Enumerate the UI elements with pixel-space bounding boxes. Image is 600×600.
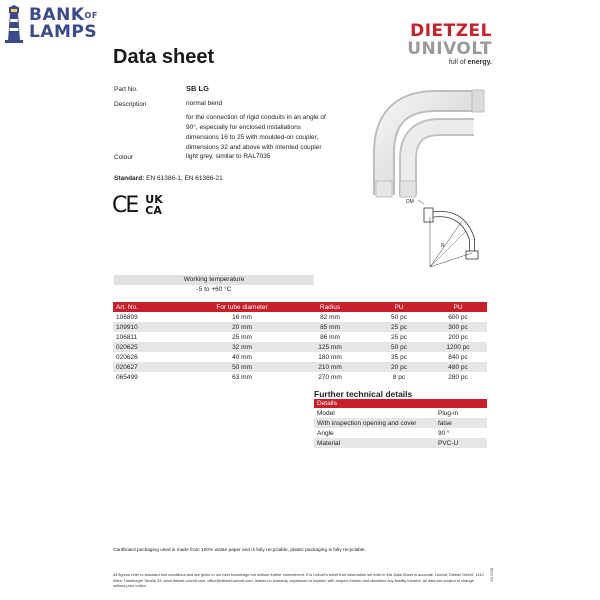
- column-header: PU: [369, 302, 429, 312]
- table-row: [113, 362, 487, 372]
- further-details-table: [314, 399, 487, 448]
- brand-word-dietzel: DIETZEL: [410, 21, 492, 41]
- ce-mark: CE: [112, 192, 138, 218]
- column-header: PU: [429, 302, 487, 312]
- table-row: [113, 372, 487, 382]
- table-row: [314, 408, 487, 418]
- table-cell: 020625: [113, 342, 193, 352]
- brand-word-univolt: UNIVOLT: [407, 39, 492, 59]
- table-cell: 35 pc: [391, 353, 407, 361]
- description-line: dimensions 16 to 25 with moulded-on coupler,: [186, 134, 319, 141]
- table-cell: 86 mm: [320, 333, 340, 341]
- working-temperature: [114, 275, 314, 295]
- colour-value: light grey, similar to RAL7035: [186, 153, 271, 160]
- table-cell: 480 pc: [429, 362, 487, 372]
- table-cell: 125 mm: [291, 342, 369, 352]
- description-value: normal bend: [186, 100, 223, 107]
- description-long: [186, 113, 326, 153]
- further-details-title: Further technical details: [314, 389, 413, 399]
- table-row: [113, 342, 487, 352]
- description-line: dimensions 32 and above with intented coupler: [186, 144, 322, 151]
- drawing-label-r: R: [441, 243, 445, 249]
- ukca-mark-top: UK: [145, 193, 163, 206]
- table-cell: 270 mm: [318, 373, 342, 381]
- part-number-label: Part No.: [114, 86, 138, 93]
- table-row: [314, 428, 487, 438]
- column-header: Radius: [291, 302, 369, 312]
- table-cell: 106809: [116, 313, 138, 321]
- bend-product-photo: [370, 85, 490, 200]
- table-row: [113, 322, 487, 332]
- table-row: [113, 332, 487, 342]
- table-cell: 25 mm: [232, 333, 252, 341]
- detail-key: Model: [317, 409, 335, 417]
- article-table: [113, 302, 487, 382]
- table-cell: 25 pc: [369, 322, 429, 332]
- version-code: V1.0.00: [489, 568, 494, 582]
- table-cell: 840 pc: [448, 353, 468, 361]
- table-cell: 32 mm: [193, 342, 291, 352]
- standard-label: Standard:: [114, 175, 145, 182]
- bank-of-lamps-logo: [3, 4, 103, 44]
- description-line: 90°, especially for enclosed installations: [186, 124, 301, 131]
- drawing-label-dm: DM: [406, 199, 414, 205]
- table-cell: 16 mm: [232, 313, 252, 321]
- detail-key: Material: [314, 438, 435, 448]
- part-number-value: SB LG: [186, 84, 209, 93]
- table-cell: 1200 pc: [429, 342, 487, 352]
- table-cell: 020626: [116, 353, 138, 361]
- page-title: Data sheet: [113, 46, 215, 68]
- table-cell: 280 pc: [448, 373, 468, 381]
- detail-value: PVC-U: [435, 438, 487, 448]
- packaging-note: Cardboard packaging used is made from 100% waste paper and is fully recyclable, plastic packaging is fully recyclable.: [113, 548, 367, 553]
- brand-left-line1: BANK: [29, 5, 85, 25]
- table-cell: 109910: [113, 322, 193, 332]
- brand-left-line2: LAMPS: [29, 22, 98, 42]
- brand-tagline: [400, 59, 492, 66]
- table-cell: 50 pc: [369, 342, 429, 352]
- table-cell: 85 mm: [291, 322, 369, 332]
- certification-marks: [112, 191, 163, 219]
- table-row: [113, 352, 487, 362]
- table-cell: 200 pc: [448, 333, 468, 341]
- table-cell: 8 pc: [392, 373, 406, 381]
- bend-technical-drawing: [400, 195, 490, 275]
- brand-tagline-pre: full of: [448, 59, 468, 66]
- table-cell: 106811: [116, 333, 138, 341]
- brand-left-of: OF: [84, 11, 98, 20]
- detail-value: Plug-in: [438, 409, 459, 417]
- column-header: Art. No.: [113, 302, 193, 312]
- table-header-row: [113, 302, 487, 312]
- table-cell: 20 mm: [193, 322, 291, 332]
- brand-tagline-bold: energy.: [467, 59, 492, 66]
- details-header-row: [314, 399, 487, 408]
- table-cell: 50 mm: [193, 362, 291, 372]
- standard-line: [114, 175, 223, 182]
- description-label: Description: [114, 101, 147, 108]
- table-cell: 82 mm: [320, 313, 340, 321]
- dietzel-univolt-logo: [400, 22, 492, 72]
- detail-value: false: [435, 418, 487, 428]
- table-row: [113, 312, 487, 322]
- ukca-mark: [145, 194, 162, 216]
- details-header: Details: [314, 399, 487, 408]
- column-header: For tube diameter: [193, 302, 291, 312]
- table-cell: 63 mm: [232, 373, 252, 381]
- colour-label: Colour: [114, 154, 134, 161]
- lighthouse-icon: [3, 5, 25, 43]
- table-cell: 50 pc: [391, 313, 407, 321]
- ukca-mark-bottom: CA: [145, 204, 162, 217]
- table-row: [314, 438, 487, 448]
- table-cell: 300 pc: [429, 322, 487, 332]
- table-row: [314, 418, 487, 428]
- working-temperature-range: -5 to +60 °C: [196, 286, 232, 293]
- detail-key: Angle: [317, 429, 334, 437]
- standard-value: EN 61386-1, EN 61386-21: [144, 175, 223, 182]
- description-line: for the connection of rigid conduits in an angle of: [186, 114, 326, 121]
- table-cell: 600 pc: [448, 313, 468, 321]
- detail-key: With inspection opening and cover: [314, 418, 435, 428]
- table-cell: 020627: [113, 362, 193, 372]
- table-cell: 40 mm: [232, 353, 252, 361]
- disclaimer-note: All figures refer to standard test conditions and are given to our best knowledge but without further commitment. It is Univolt's belief that information set forth in this Data Sheet is accurate. Univolt, Dietzel GmbH, 1110 Wien, Hainburger Straße 33, www.dietzel-univolt.com, office@dietzel-univolt.com, makes no warranty, expressed or implied, with respect thereto and disclaims any liability therefor. All data are subject to change without prior notice.: [113, 572, 484, 588]
- table-cell: 065499: [116, 373, 138, 381]
- table-cell: 210 mm: [291, 362, 369, 372]
- table-cell: 180 mm: [318, 353, 342, 361]
- table-cell: 25 pc: [391, 333, 407, 341]
- detail-value: 90 °: [438, 429, 450, 437]
- working-temperature-label: Working temperature: [114, 275, 314, 285]
- table-cell: 20 pc: [369, 362, 429, 372]
